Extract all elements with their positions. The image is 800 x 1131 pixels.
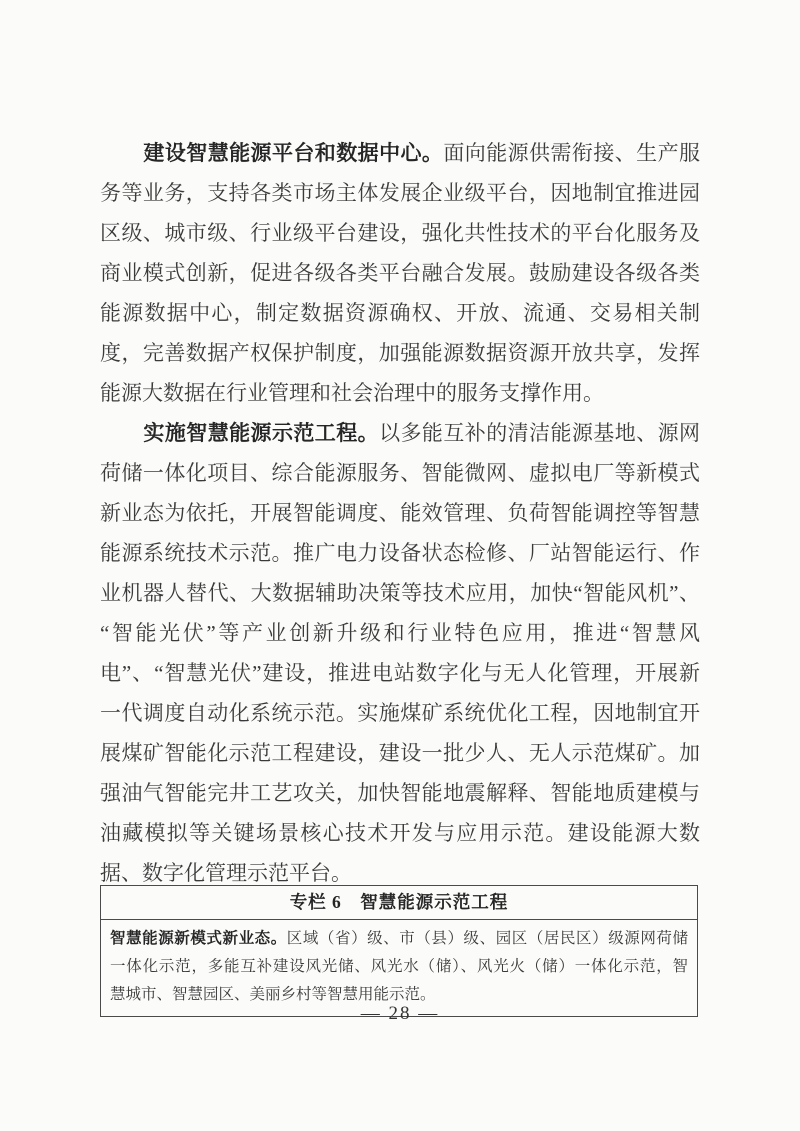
text-line: 荷储一体化项目、综合能源服务、智能微网、虚拟电厂等新模式 [100, 461, 700, 485]
callout-box-title: 专栏 6 智慧能源示范工程 [101, 886, 697, 920]
text-line: 据、数字化管理示范平台。 [100, 861, 352, 885]
callout-box-body [101, 920, 697, 1016]
bold-lead-in: 实施智慧能源示范工程。 [143, 421, 380, 445]
text-line: 区级、城市级、行业级平台建设，强化共性技术的平台化服务及 [100, 221, 700, 245]
text-line: 务等业务，支持各类市场主体发展企业级平台，因地制宜推进园 [100, 181, 700, 205]
text-line: 一体化示范，多能互补建设风光储、风光水（储）、风光火（储）一体化示范，智 [110, 958, 688, 975]
page-number: — 28 — [360, 1003, 440, 1024]
body-text [100, 133, 700, 893]
text-line: 能源系统技术示范。推广电力设备状态检修、厂站智能运行、作 [100, 541, 700, 565]
text-line: 油藏模拟等关键场景核心技术开发与应用示范。建设能源大数 [100, 821, 700, 845]
text-line: 度，完善数据产权保护制度，加强能源数据资源开放共享，发挥 [100, 341, 700, 365]
bold-lead-in: 建设智慧能源平台和数据中心。 [143, 141, 444, 165]
paragraph [100, 413, 700, 893]
text-line: 智慧能源新模式新业态。区域（省）级、市（县）级、园区（居民区）级源网荷储 [110, 930, 688, 947]
paragraph [100, 133, 700, 413]
text-line: 一代调度自动化系统示范。实施煤矿系统优化工程，因地制宜开 [100, 701, 700, 725]
text-line: 商业模式创新，促进各级各类平台融合发展。鼓励建设各级各类 [100, 261, 700, 285]
text-line: 能源大数据在行业管理和社会治理中的服务支撑作用。 [100, 381, 604, 405]
text-line: “智能光伏”等产业创新升级和行业特色应用，推进“智慧风 [100, 621, 700, 645]
text-line: 能源数据中心，制定数据资源确权、开放、流通、交易相关制 [100, 301, 700, 325]
text-line: 新业态为依托，开展智能调度、能效管理、负荷智能调控等智慧 [100, 501, 700, 525]
text-line: 业机器人替代、大数据辅助决策等技术应用，加快“智能风机”、 [100, 581, 700, 605]
text-line: 电”、“智慧光伏”建设，推进电站数字化与无人化管理，开展新 [100, 661, 700, 685]
text-line: 强油气智能完井工艺攻关，加快智能地震解释、智能地质建模与 [100, 781, 700, 805]
bold-lead-in: 智慧能源新模式新业态。 [110, 930, 287, 947]
text-line: 展煤矿智能化示范工程建设，建设一批少人、无人示范煤矿。加 [100, 741, 700, 765]
text-line: 建设智慧能源平台和数据中心。面向能源供需衔接、生产服 [143, 141, 701, 165]
callout-box [100, 885, 698, 1017]
text-line: 慧城市、智慧园区、美丽乡村等智慧用能示范。 [110, 986, 436, 1003]
text-line: 实施智慧能源示范工程。以多能互补的清洁能源基地、源网 [143, 421, 700, 445]
